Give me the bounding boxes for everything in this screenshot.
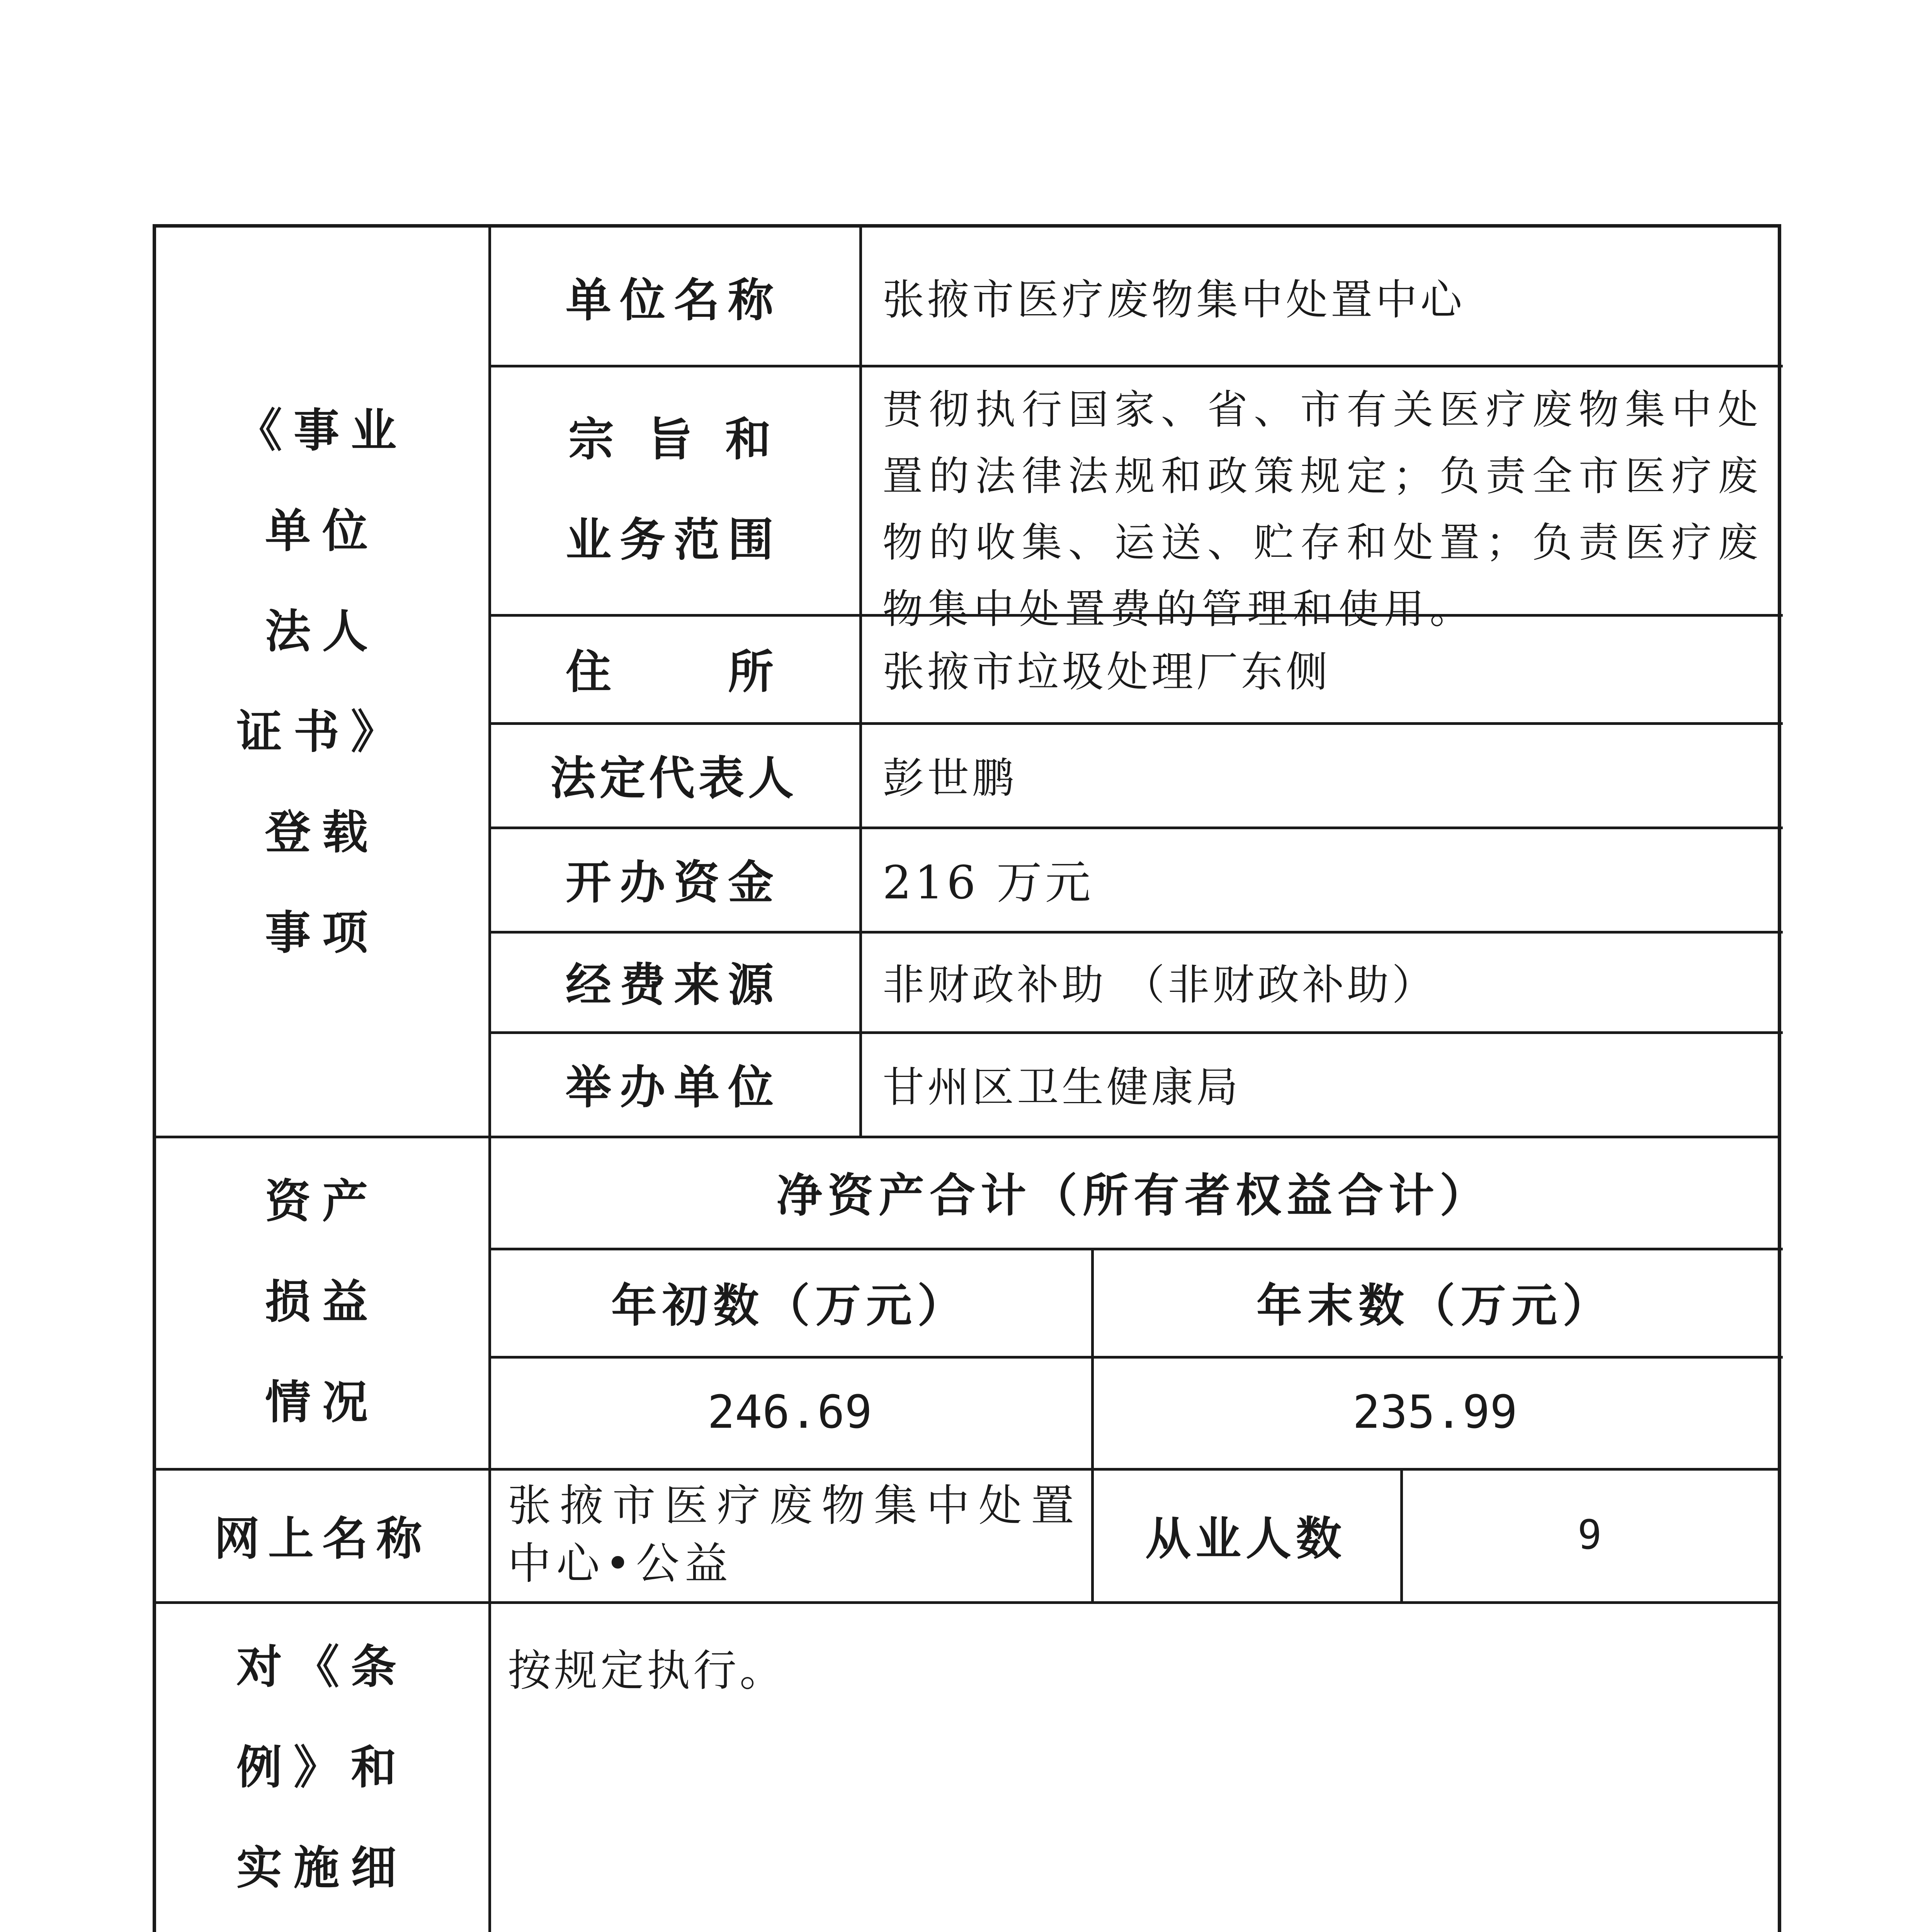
funding-label: 经费来源: [565, 958, 782, 1012]
sponsor-label: 举办单位: [565, 1060, 782, 1114]
address-label: 住 所: [565, 645, 782, 699]
begin-of-year-label: 年初数（万元）: [611, 1279, 968, 1332]
net-assets-header: 净资产合计（所有者权益合计）: [776, 1168, 1491, 1222]
assets-section-title: 资产 损益 情况: [265, 1174, 379, 1429]
begin-of-year-value: 246.69: [707, 1385, 872, 1439]
online-name-value: 张掖市医疗废物集中处置中心•公益: [508, 1480, 1080, 1589]
purpose-value: 贯彻执行国家、省、市有关医疗废物集中处置的法律法规和政策规定；负责全市医疗废物的收集、运送、贮存和处置；负责医疗废物集中处置费的管理和使用。: [882, 386, 1763, 633]
end-of-year-value: 235.99: [1352, 1385, 1518, 1439]
capital-label: 开办资金: [565, 855, 782, 909]
staff-count-label: 从业人数: [1145, 1511, 1346, 1565]
registration-form-table: [153, 224, 1781, 1932]
online-name-label: 网上名称: [214, 1511, 430, 1565]
end-of-year-label: 年末数（万元）: [1256, 1279, 1614, 1332]
unit-name-label: 单位名称: [565, 273, 782, 327]
staff-count-value: 9: [1577, 1511, 1602, 1558]
compliance-section-title: 对《条 例》和 实施细: [236, 1640, 408, 1895]
purpose-label: 宗 旨 和 业务范围: [565, 412, 782, 566]
sponsor-value: 甘州区卫生健康局: [882, 1063, 1241, 1112]
capital-value: 216 万元: [882, 856, 1094, 909]
compliance-value: 按规定执行。: [508, 1646, 786, 1696]
funding-value: 非财政补助 （非财政补助）: [882, 961, 1437, 1009]
unit-name-value: 张掖市医疗废物集中处置中心: [882, 276, 1466, 324]
address-value: 张掖市垃圾处理厂东侧: [882, 648, 1331, 696]
registration-section-title: 《事业 单位 法人 证书》 登载 事项: [236, 403, 408, 959]
legal-rep-label: 法定代表人: [550, 751, 797, 805]
legal-rep-value: 彭世鹏: [882, 754, 1017, 803]
